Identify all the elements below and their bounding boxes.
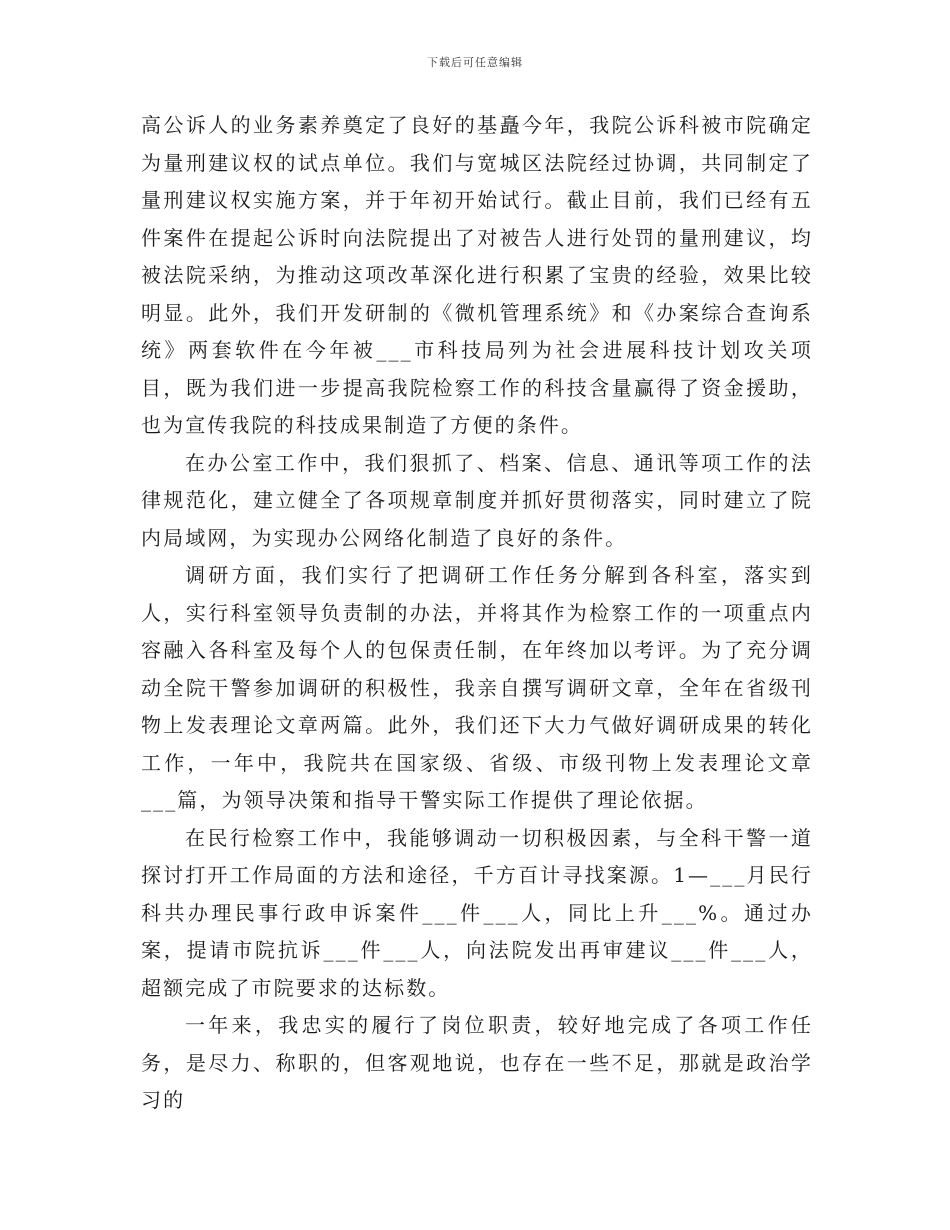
document-body: [141, 107, 813, 1120]
paragraph-3: 调研方面，我们实行了把调研工作任务分解到各科室，落实到人，实行科室领导负责制的办法，并将其作为检察工作的一项重点内容融入各科室及每个人的包保责任制，在年终加以考评。为了充分调动全院干警参加调研的积极性，我亲自撰写调研文章，全年在省级刊物上发表理论文章两篇。此外，我们还下大力气做好调研成果的转化工作，一年中，我院共在国家级、省级、市级刊物上发表理论文章___篇，为领导决策和指导干警实际工作提供了理论依据。: [141, 563, 813, 812]
paragraph-1: 高公诉人的业务素养奠定了良好的基矗今年，我院公诉科被市院确定为量刑建议权的试点单位。我们与宽城区法院经过协调，共同制定了量刑建议权实施方案，并于年初开始试行。截止目前，我们已经有五件案件在提起公诉时向法院提出了对被告人进行处罚的量刑建议，均被法院采纳，为推动这项改革深化进行积累了宝贵的经验，效果比较明显。此外，我们开发研制的《微机管理系统》和《办案综合查询系统》两套软件在今年被___市科技局列为社会进展科技计划攻关项目，既为我们进一步提高我院检察工作的科技含量赢得了资金援助，也为宣传我院的科技成果制造了方便的条件。: [141, 113, 813, 437]
page-header: 下载后可任意编辑: [427, 56, 523, 69]
paragraph-4: 在民行检察工作中，我能够调动一切积极因素，与全科干警一道探讨打开工作局面的方法和途径，千方百计寻找案源。1—___月民行科共办理民事行政申诉案件___件___人，同比上升___%。通过办案，提请市院抗诉___件___人，向法院发出再审建议___件___人，超额完成了市院要求的达标数。: [141, 825, 813, 1000]
paragraph-2: 在办公室工作中，我们狠抓了、档案、信息、通讯等项工作的法律规范化，建立健全了各项规章制度并抓好贯彻落实，同时建立了院内局域网，为实现办公网络化制造了良好的条件。: [141, 450, 813, 550]
paragraph-5: 一年来，我忠实的履行了岗位职责，较好地完成了各项工作任务，是尽力、称职的，但客观地说，也存在一些不足，那就是政治学习的: [141, 1013, 813, 1112]
